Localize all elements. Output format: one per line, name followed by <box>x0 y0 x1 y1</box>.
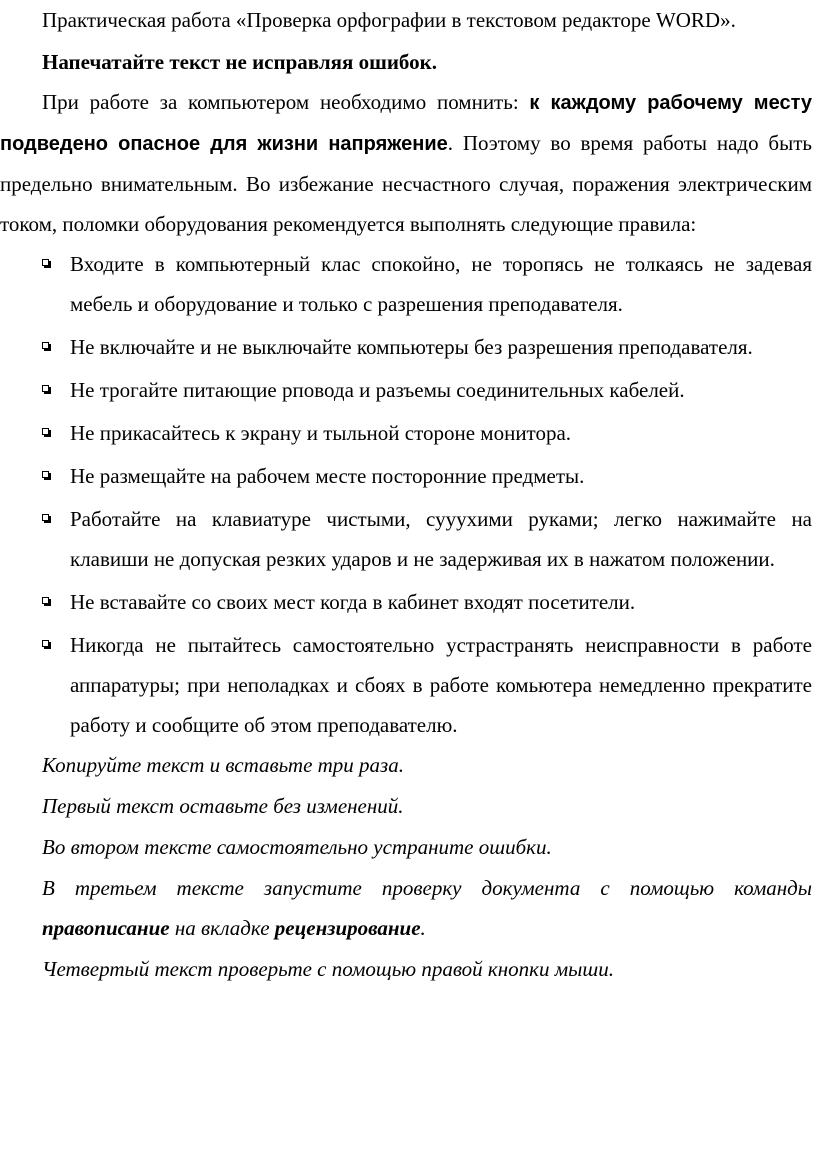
review-tab-name: рецензирование <box>274 916 421 940</box>
spelling-command: правописание <box>42 916 170 940</box>
square-bullet-icon <box>42 259 49 266</box>
instruction-fourth: Четвертый текст проверьте с помощью правой кнопки мыши. <box>42 957 614 981</box>
square-bullet-icon <box>42 428 49 435</box>
instruction-third <box>0 868 812 948</box>
rule-text: Не размещайте на рабочем месте посторонние предметы. <box>70 464 585 488</box>
instruction-third-end: . <box>420 916 426 940</box>
instruction-third-lead: В третьем тексте запустите проверку документа с помощью команды <box>42 876 812 900</box>
list-item <box>0 413 812 453</box>
list-item <box>0 244 812 324</box>
square-bullet-icon <box>42 471 49 478</box>
square-bullet-icon <box>42 514 49 521</box>
danger-warning: к каждому рабочему месту подведено опасное для жизни напряжение <box>0 92 812 155</box>
rule-text: Входите в компьютерный клас спокойно, не торопясь не толкаясь не задевая мебель и оборудование и только с разрешения преподавателя. <box>70 252 812 316</box>
rule-text: Работайте на клавиатуре чистыми, сууухими руками; легко нажимайте на клавиши не допуская резких ударов и не задерживая их в нажатом положении. <box>70 507 812 571</box>
list-item <box>0 625 812 745</box>
intro-lead: При работе за компьютером необходимо помнить: <box>42 90 530 114</box>
rule-text: Не вставайте со своих мест когда в кабинет входят посетители. <box>70 590 636 614</box>
list-item <box>0 499 812 579</box>
intro-rest: . Поэтому во время работы надо быть предельно внимательным. Во избежание несчастного случая, поражения электрическим током, поломки оборудования рекомендуется выполнять следующие правила: <box>0 131 812 236</box>
instruction-copy: Копируйте текст и вставьте три раза. <box>42 753 404 777</box>
square-bullet-icon <box>42 385 49 392</box>
instruction-third-mid: на вкладке <box>169 916 275 940</box>
intro-paragraph <box>0 82 812 244</box>
rule-text: Не прикасайтесь к экрану и тыльной стороне монитора. <box>70 421 572 445</box>
instruction-second: Во втором тексте самостоятельно устраните ошибки. <box>42 835 552 859</box>
instruction-first: Первый текст оставьте без изменений. <box>42 794 404 818</box>
square-bullet-icon <box>42 640 49 647</box>
rule-text: Не включайте и не выключайте компьютеры без разрешения преподавателя. <box>70 335 753 359</box>
square-bullet-icon <box>42 342 49 349</box>
task-heading: Напечатайте текст не исправляя ошибок. <box>42 50 438 74</box>
list-item <box>0 582 812 622</box>
document-title: Практическая работа «Проверка орфографии в текстовом редакторе WORD». <box>42 8 736 32</box>
rule-text: Никогда не пытайтесь самостоятельно устрастранять неисправности в работе аппаратуры; при неполадках и сбоях в работе комьютера немедленно прекратите работу и сообщите об этом преподавателю. <box>70 633 812 737</box>
square-bullet-icon <box>42 597 49 604</box>
rules-list <box>0 244 812 745</box>
rule-text: Не трогайте питающие рповода и разъемы соединительных кабелей. <box>70 378 685 402</box>
list-item <box>0 327 812 367</box>
list-item <box>0 370 812 410</box>
list-item <box>0 456 812 496</box>
